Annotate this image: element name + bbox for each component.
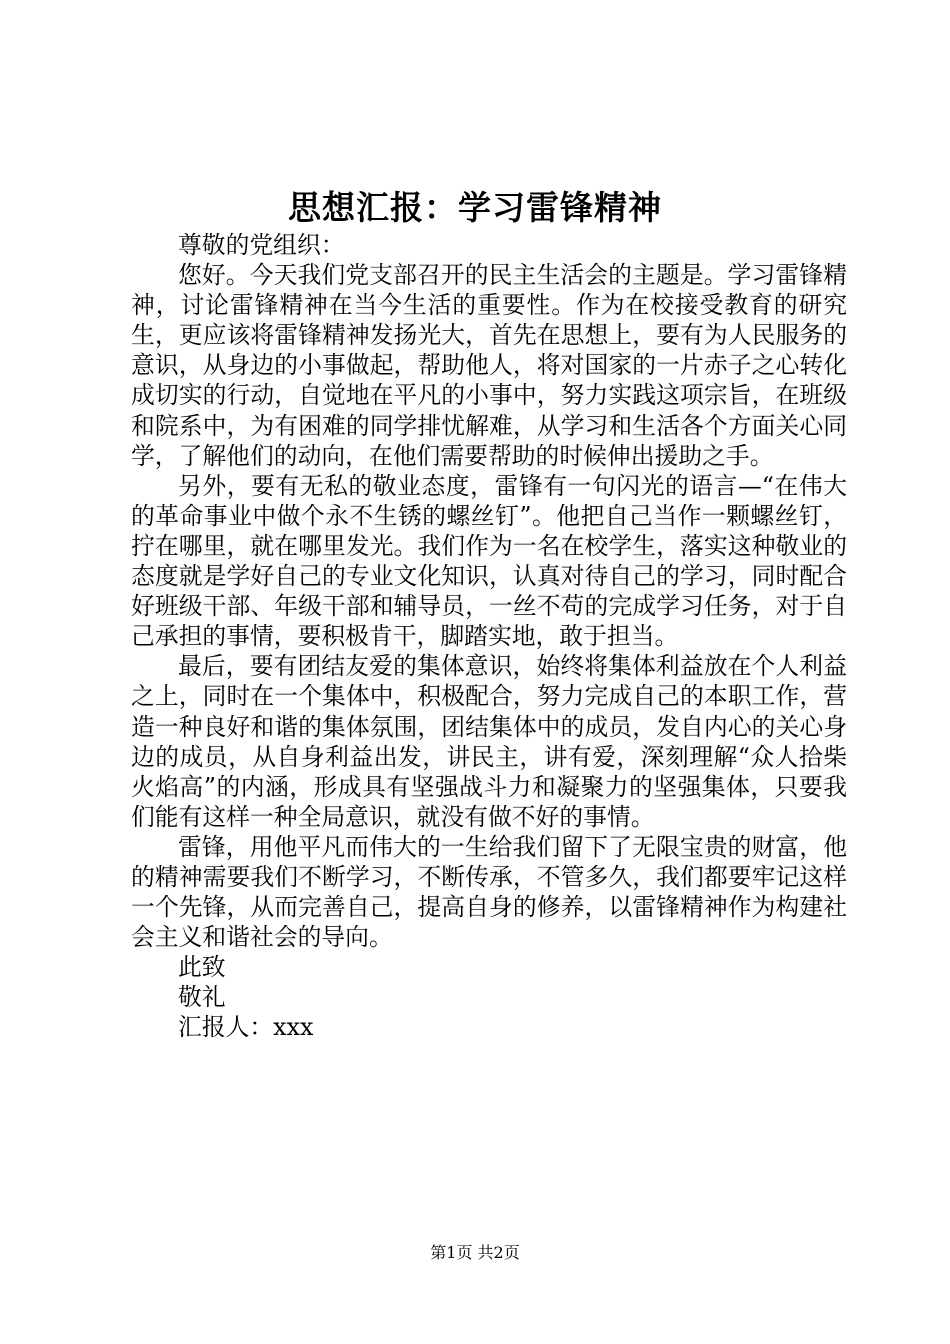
document-title: 思想汇报：学习雷锋精神 — [288, 188, 662, 227]
paragraph-2: 另外，要有无私的敬业态度，雷锋有一句闪光的语言—“在伟大的革命事业中做个永不生锈的螺丝钉”。他把自己当作一颗螺丝钉，拧在哪里，就在哪里发光。我们作为一名在校学生，落实这种敬业的态度就是学好自己的专业文化知识，认真对待自己的学习，同时配合好班级干部、年级干部和辅导员，一丝不苟的完成学习任务，对于自己承担的事情，要积极肯干，脚踏实地，敢于担当。 — [131, 471, 847, 651]
paragraph-3: 最后，要有团结友爱的集体意识，始终将集体利益放在个人利益之上，同时在一个集体中，积极配合，努力完成自己的本职工作，营造一种良好和谐的集体氛围，团结集体中的成员，发自内心的关心身边的成员，从自身利益出发，讲民主，讲有爱，深刻理解“众人拾柴火焰高”的内涵，形成具有坚强战斗力和凝聚力的坚强集体，只要我们能有这样一种全局意识，就没有做不好的事情。 — [131, 652, 847, 831]
closing-line-1: 此致 — [178, 953, 226, 982]
signature: 汇报人：xxx — [178, 1013, 314, 1042]
paragraph-1: 您好。今天我们党支部召开的民主生活会的主题是。学习雷锋精神，讨论雷锋精神在当今生活的重要性。作为在校接受教育的研究生，更应该将雷锋精神发扬光大，首先在思想上，要有为人民服务的意识，从身边的小事做起，帮助他人，将对国家的一片赤子之心转化成切实的行动，自觉地在平凡的小事中，努力实践这项宗旨，在班级和院系中，为有困难的同学排忧解难，从学习和生活各个方面关心同学，了解他们的动向，在他们需要帮助的时候伸出援助之手。 — [131, 261, 847, 470]
document-body — [131, 230, 847, 1043]
page-footer: 第1页 共2页 — [430, 1243, 520, 1262]
greeting: 尊敬的党组织： — [178, 231, 345, 259]
paragraph-4: 雷锋，用他平凡而伟大的一生给我们留下了无限宝贵的财富，他的精神需要我们不断学习，不断传承，不管多久，我们都要牢记这样一个先锋，从而完善自己，提高自身的修养，以雷锋精神作为构建社会主义和谐社会的导向。 — [131, 832, 847, 952]
closing-line-2: 敬礼 — [178, 983, 226, 1012]
